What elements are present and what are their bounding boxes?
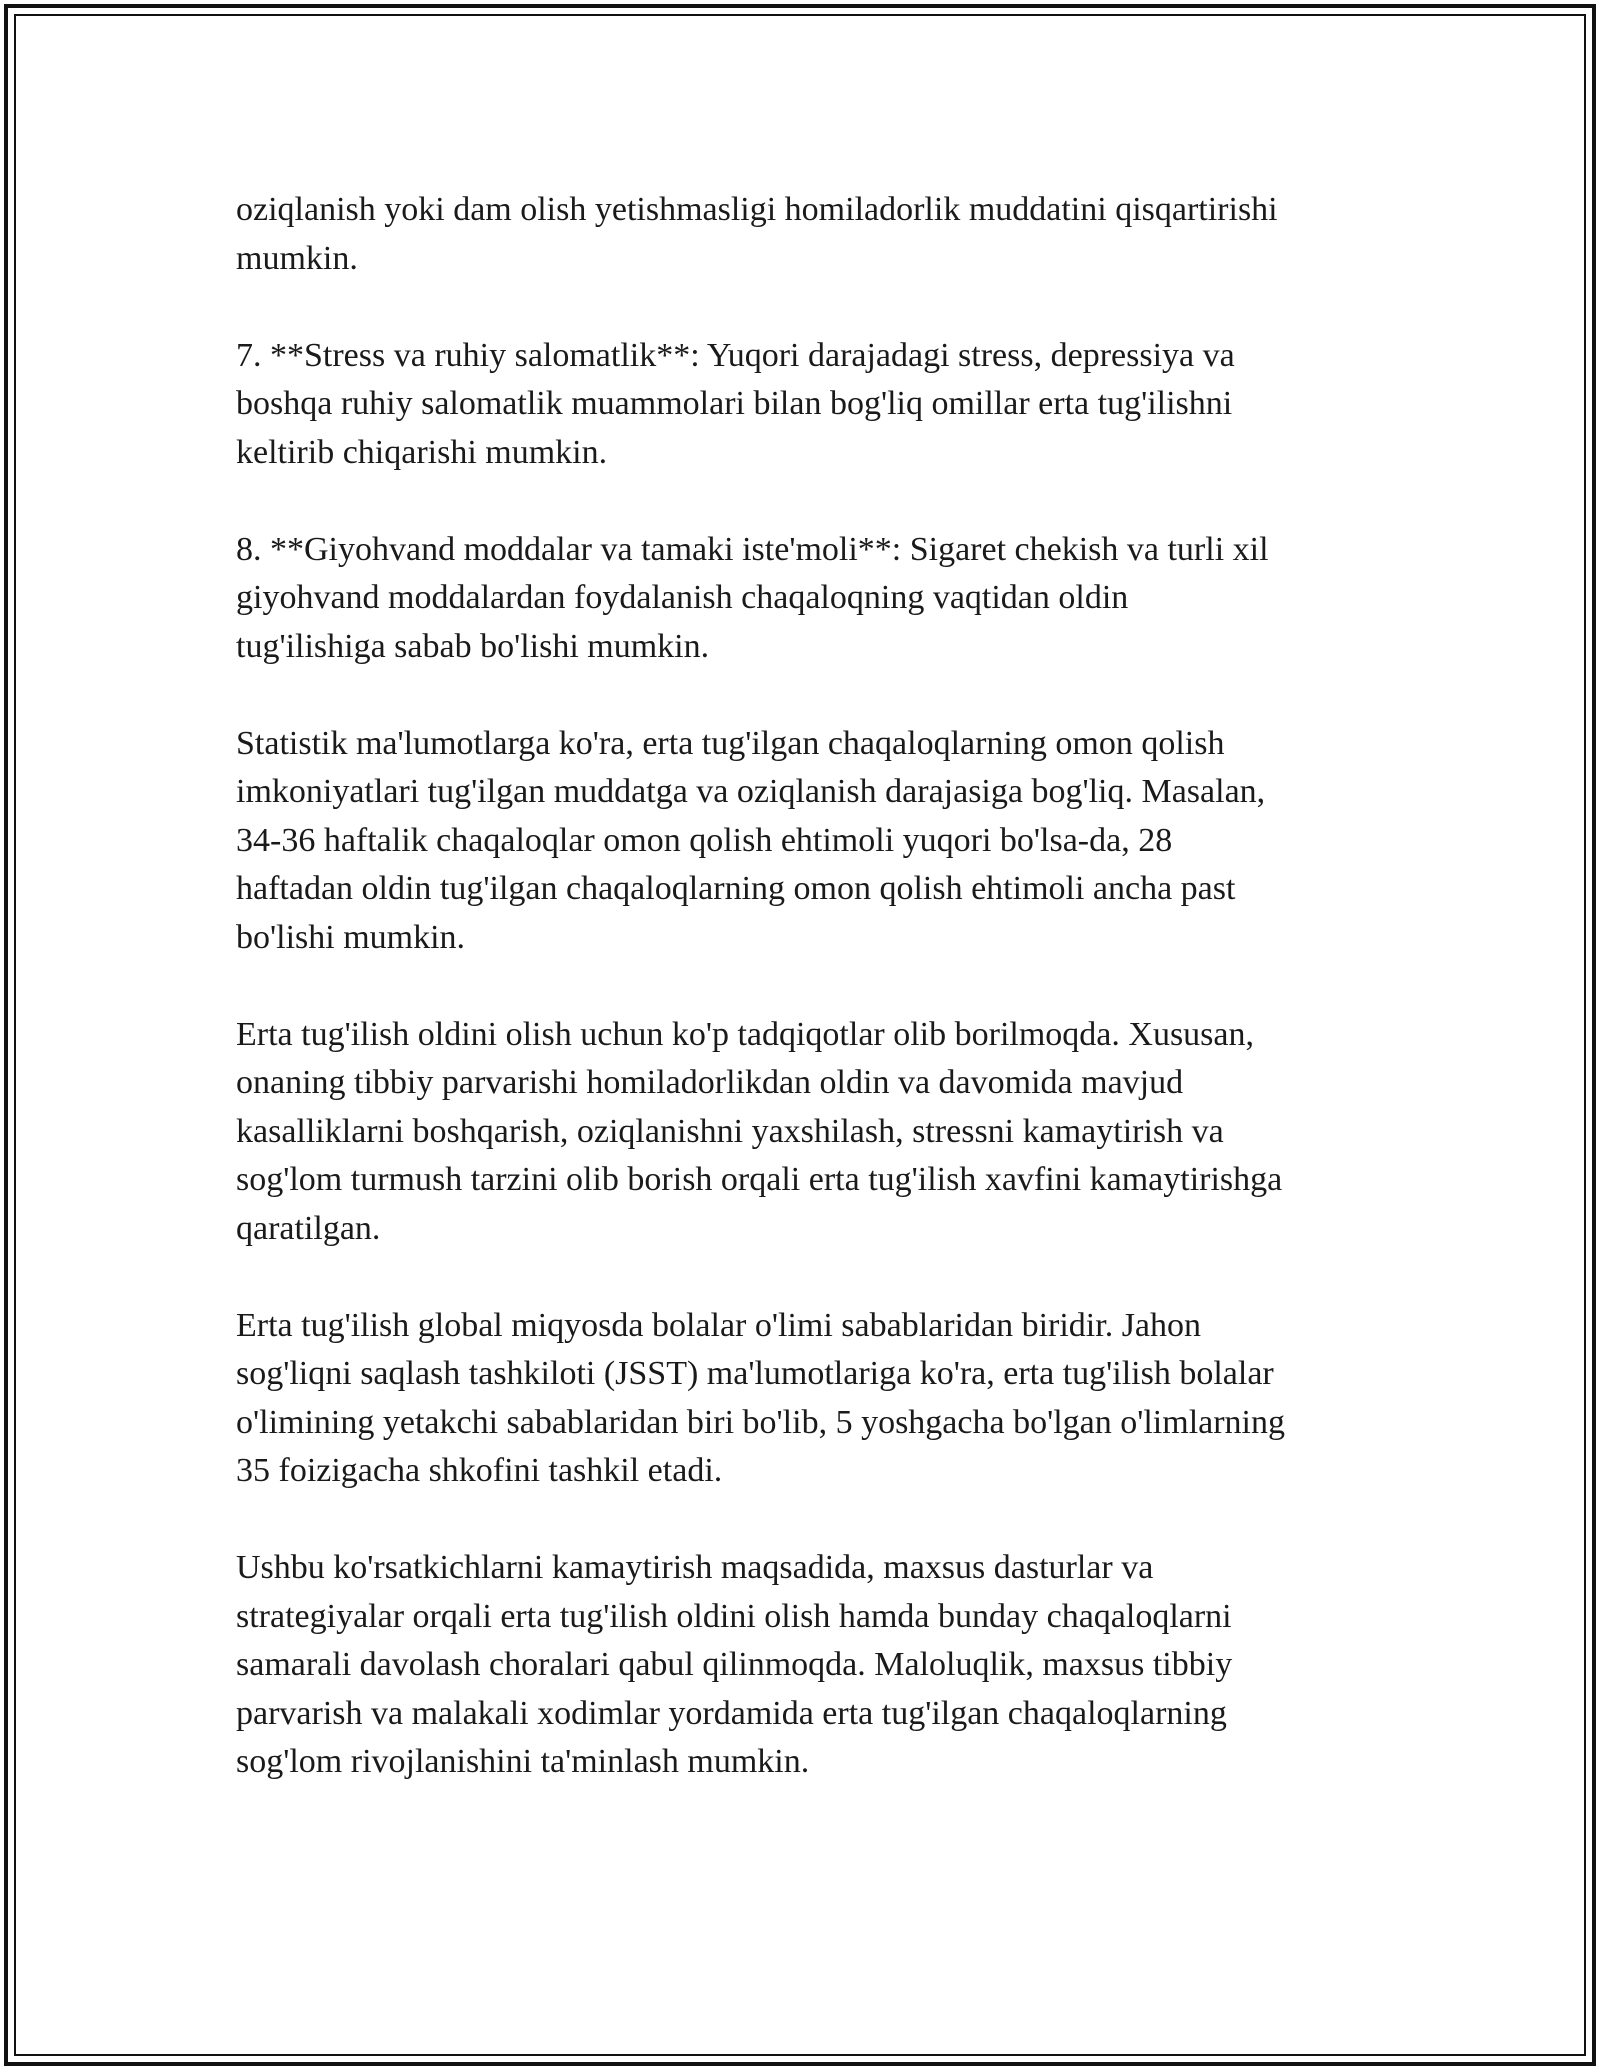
paragraph-statistics: Statistik ma'lumotlarga ko'ra, erta tug'ilgan chaqaloqlarning omon qolish imkoniyatlari tug'ilgan muddatga va oziqlanish darajasiga bog'liq. Masalan, 34-36 haftalik chaqaloqlar omon qolish ehtimoli yuqori bo'lsa-da, 28 haftadan oldin tug'ilgan chaqaloqlarning omon qolish ehtimoli ancha past bo'lishi mumkin. — [236, 724, 1266, 956]
paragraph-programs: Ushbu ko'rsatkichlarni kamaytirish maqsadida, maxsus dasturlar va strategiyalar orqali erta tug'ilish oldini olish hamda bunday chaqaloqlarni samarali davolash choralari qabul qilinmoqda. Maloluqlik, maxsus tibbiy parvarish va malakali xodimlar yordamida erta tug'ilgan chaqaloqlarning sog'lom rivojlanishini ta'minlash mumkin. — [236, 1549, 1233, 1780]
list-item-drugs-tobacco: 8. **Giyohvand moddalar va tamaki iste'moli**: Sigaret chekish va turli xil giyohvand moddalardan foydalanish chaqaloqning vaqtidan oldin tug'ilishiga sabab bo'lishi mumkin. — [236, 530, 1269, 665]
list-item-stress: 7. **Stress va ruhiy salomatlik**: Yuqori darajadagi stress, depressiya va boshqa ruhiy salomatlik muammolari bilan bog'liq omillar erta tug'ilishni keltirib chiqarishi mumkin. — [236, 336, 1235, 471]
paragraph-continuation: oziqlanish yoki dam olish yetishmasligi homiladorlik muddatini qisqartirishi mumkin. — [236, 191, 1278, 277]
document-body — [236, 186, 1376, 1835]
paragraph-prevention: Erta tug'ilish oldini olish uchun ko'p tadqiqotlar olib borilmoqda. Xususan, onaning tibbiy parvarishi homiladorlikdan oldin va davomida mavjud kasalliklarni boshqarish, oziqlanishni yaxshilash, stressni kamaytirish va sog'lom turmush tarzini olib borish orqali erta tug'ilish xavfini kamaytirishga qaratilgan. — [236, 1015, 1283, 1247]
paragraph-global-mortality: Erta tug'ilish global miqyosda bolalar o'limi sabablaridan biridir. Jahon sog'liqni saqlash tashkiloti (JSST) ma'lumotlariga ko'ra, erta tug'ilish bolalar o'limining yetakchi sabablaridan biri bo'lib, 5 yoshgacha bo'lgan o'limlarning 35 foizigacha shkofini tashkil etadi. — [236, 1306, 1286, 1489]
